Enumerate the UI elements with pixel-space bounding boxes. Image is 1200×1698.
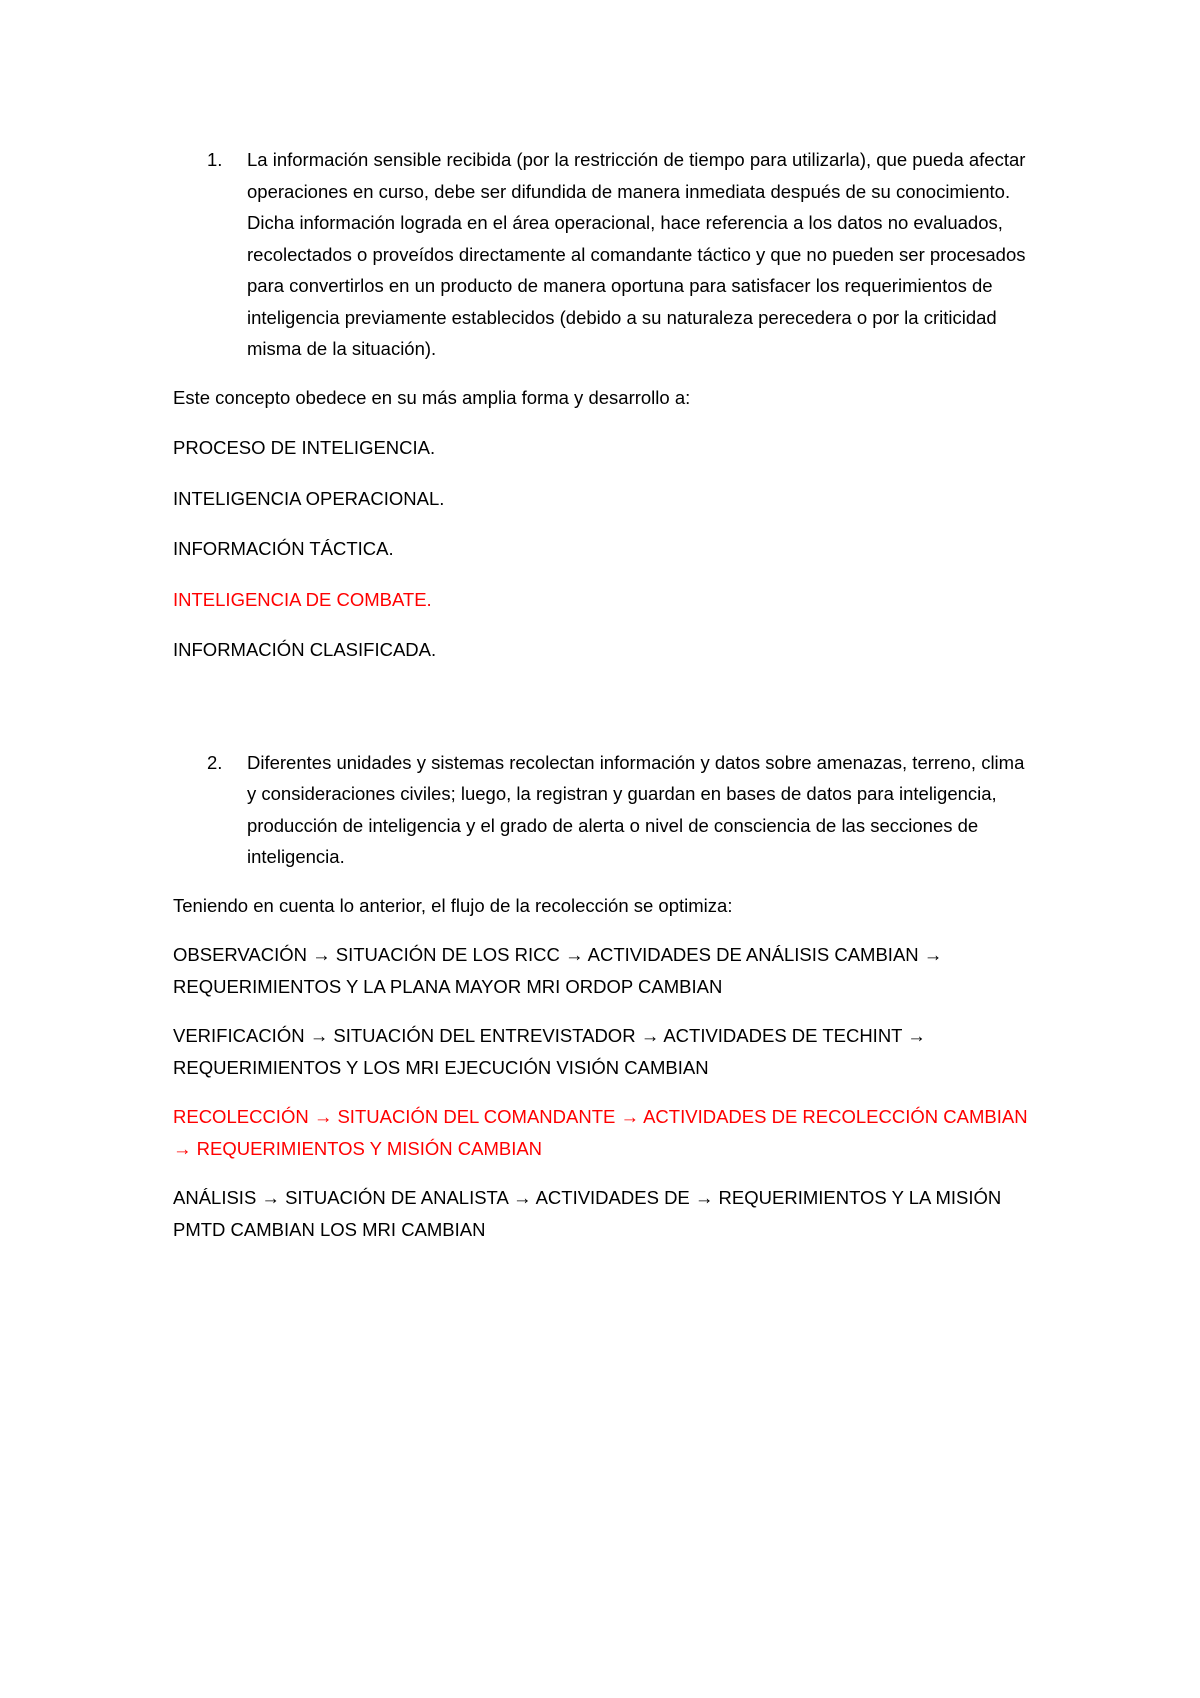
question-1-text: La información sensible recibida (por la restricción de tiempo para utilizarla), que pueda afectar operaciones en curso, debe ser difundida de manera inmediata después de su conocimiento. Dicha información lograda en el área operacional, hace referencia a los datos no evaluados, recolectados o proveídos directamente al comandante táctico y que no pueden ser procesados para convertirlos en un producto de manera oportuna para satisfacer los requerimientos de inteligencia previamente establecidos (debido a su naturaleza perecedera o por la criticidad misma de la situación). — [247, 149, 1026, 359]
question-2-number: 2. — [207, 751, 223, 773]
question-1-option-3: INFORMACIÓN TÁCTICA. — [173, 538, 394, 559]
question-1 — [173, 144, 1033, 365]
question-1-number: 1. — [207, 149, 223, 170]
question-2-text: Diferentes unidades y sistemas recolectan información y datos sobre amenazas, terreno, clima y consideraciones civiles; luego, la registran y guardan en bases de datos para inteligencia, producción de inteligencia y el grado de alerta o nivel de consciencia de las secciones de inteligencia. — [247, 751, 1025, 867]
question-1-option-1: PROCESO DE INTELIGENCIA. — [173, 437, 436, 458]
question-2-option-4: ANÁLISIS → SITUACIÓN DE ANALISTA → ACTIVIDADES DE → REQUERIMIENTOS Y LA MISIÓN PMTD CAMBIAN LOS MRI CAMBIAN — [173, 1187, 1002, 1240]
question-1-prompt: Este concepto obedece en su más amplia forma y desarrollo a: — [173, 386, 691, 408]
question-1-option-2: INTELIGENCIA OPERACIONAL. — [173, 487, 445, 509]
question-2-prompt: Teniendo en cuenta lo anterior, el flujo de la recolección se optimiza: — [173, 894, 733, 916]
question-1-option-4-answer: INTELIGENCIA DE COMBATE. — [173, 588, 432, 610]
question-2 — [173, 747, 1033, 873]
question-2-option-1: OBSERVACIÓN → SITUACIÓN DE LOS RICC → ACTIVIDADES DE ANÁLISIS CAMBIAN → REQUERIMIENTOS Y LA PLANA MAYOR MRI ORDOP CAMBIAN — [173, 944, 943, 997]
document-body — [173, 144, 1033, 1245]
question-2-option-2: VERIFICACIÓN → SITUACIÓN DEL ENTREVISTADOR → ACTIVIDADES DE TECHINT → REQUERIMIENTOS Y LOS MRI EJECUCIÓN VISIÓN CAMBIAN — [173, 1025, 926, 1078]
question-2-option-3-answer: RECOLECCIÓN → SITUACIÓN DEL COMANDANTE → ACTIVIDADES DE RECOLECCIÓN CAMBIAN → REQUERIMIENTOS Y MISIÓN CAMBIAN — [173, 1106, 1028, 1159]
question-1-option-5: INFORMACIÓN CLASIFICADA. — [173, 639, 437, 660]
